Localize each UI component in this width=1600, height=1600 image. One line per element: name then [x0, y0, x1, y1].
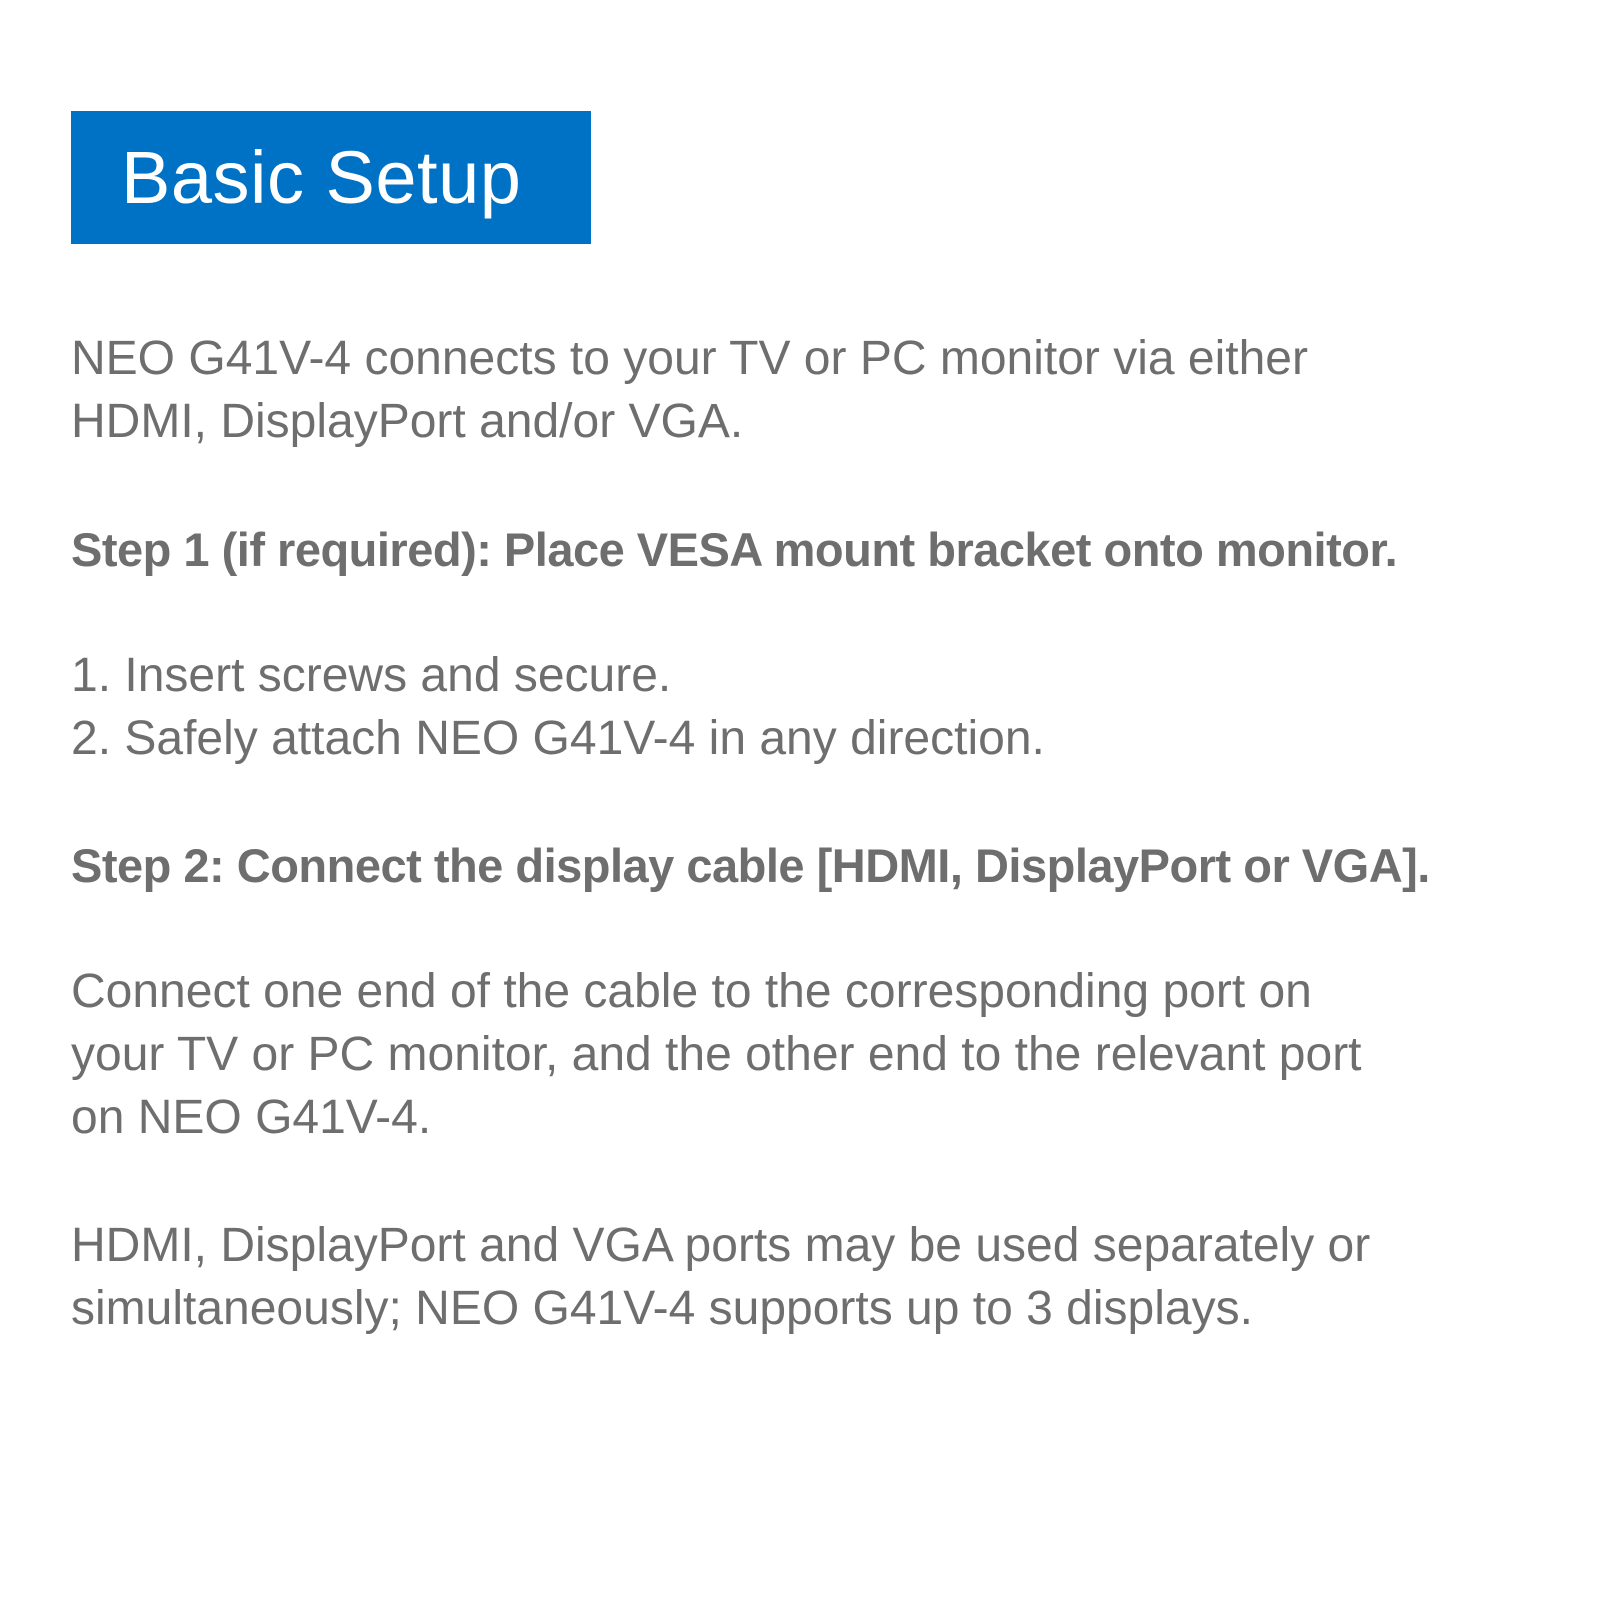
- note-paragraph: [71, 1214, 1370, 1340]
- step2-line: Connect one end of the cable to the corresponding port on: [71, 965, 1312, 1018]
- step2-line: on NEO G41V-4.: [71, 1091, 432, 1144]
- step2-line: your TV or PC monitor, and the other end to the relevant port: [71, 1028, 1362, 1081]
- intro-paragraph: [71, 327, 1308, 453]
- step2-paragraph: [71, 960, 1362, 1149]
- note-line: simultaneously; NEO G41V-4 supports up to 3 displays.: [71, 1282, 1253, 1335]
- step1-item: 2. Safely attach NEO G41V-4 in any direction.: [71, 712, 1045, 765]
- step2-heading: Step 2: Connect the display cable [HDMI, DisplayPort or VGA].: [71, 839, 1430, 892]
- intro-line: NEO G41V-4 connects to your TV or PC monitor via either: [71, 332, 1308, 385]
- step1-heading: Step 1 (if required): Place VESA mount bracket onto monitor.: [71, 523, 1398, 576]
- step1-instructions: [71, 644, 1045, 770]
- step1-item: 1. Insert screws and secure.: [71, 649, 672, 702]
- section-title-banner: [71, 111, 591, 244]
- intro-line: HDMI, DisplayPort and/or VGA.: [71, 395, 744, 448]
- note-line: HDMI, DisplayPort and VGA ports may be used separately or: [71, 1219, 1371, 1272]
- page-title: Basic Setup: [121, 136, 522, 219]
